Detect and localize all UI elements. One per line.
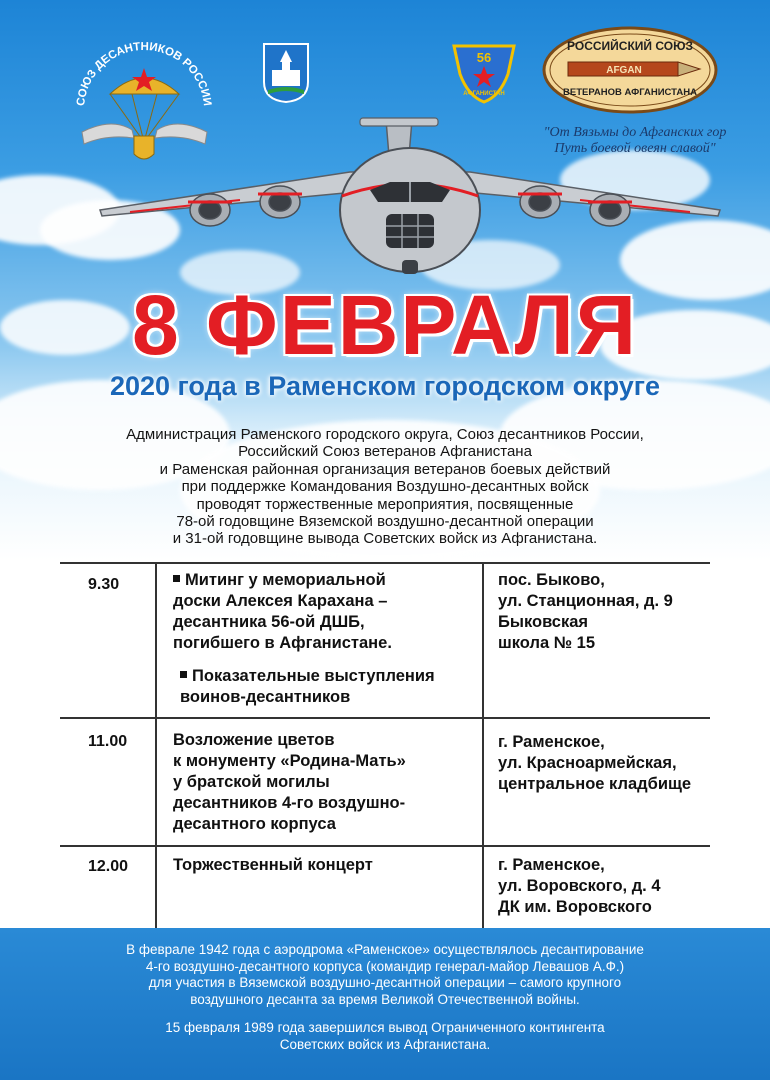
bullet-icon bbox=[180, 671, 187, 678]
afgan-top-text: РОССИЙСКИЙ СОЮЗ bbox=[567, 39, 693, 53]
airplane-illustration bbox=[90, 110, 730, 280]
schedule-event: Возложение цветов к монументу «Родина-Мать» у братской могилы десантников 4-го воздушно- десантного корпуса bbox=[173, 731, 406, 833]
schedule-event: Торжественный концерт bbox=[173, 856, 373, 874]
intro-line: при поддержке Командования Воздушно-десантных войск bbox=[181, 478, 589, 496]
dshb-bottom-text: АФГАНИСТАН bbox=[463, 91, 505, 97]
schedule-time: 12.00 bbox=[88, 858, 129, 875]
dshb-number: 56 bbox=[476, 50, 492, 65]
footer-history-note bbox=[0, 928, 770, 1080]
footer-paragraph: 15 февраля 1989 года завершился вывод Ограниченного контингента Советских войск из Афганистана. bbox=[165, 1020, 605, 1052]
vdv-union-text: СОЮЗ ДЕСАНТНИКОВ РОССИИ bbox=[75, 40, 213, 107]
dshb-56-badge bbox=[450, 40, 518, 104]
schedule-event bbox=[173, 570, 473, 708]
schedule-column-separator bbox=[482, 562, 484, 928]
schedule-event-item: Митинг у мемориальной доски Алексея Карахана – десантника 56-ой ДШБ, погибшего в Афганистане. bbox=[173, 571, 392, 652]
afgan-bottom-text: ВЕТЕРАНОВ АФГАНИСТАНА bbox=[563, 87, 697, 98]
motto-line-1: "От Вязьмы до Афганских гор bbox=[543, 125, 727, 140]
intro-text bbox=[60, 426, 710, 548]
schedule-time: 9.30 bbox=[88, 576, 120, 593]
intro-line: Администрация Раменского городского округа, Союз десантников России, bbox=[126, 426, 644, 443]
schedule-row-separator bbox=[60, 717, 710, 719]
schedule-place: г. Раменское, ул. Красноармейская, центральное кладбище bbox=[498, 733, 692, 793]
event-date-title: 8 ФЕВРАЛЯ bbox=[131, 278, 639, 372]
intro-line: 78-ой годовщине Вяземской воздушно-десантной операции bbox=[176, 513, 594, 531]
event-subtitle: 2020 года в Раменском городском округе bbox=[109, 371, 661, 401]
intro-line: Российский Союз ветеранов Афганистана bbox=[238, 443, 532, 461]
intro-line: и Раменская районная организация ветеранов боевых действий bbox=[159, 460, 611, 478]
schedule-column-separator bbox=[155, 562, 157, 928]
motto-line-2: Путь боевой овеян славой" bbox=[554, 141, 716, 156]
intro-line: проводят торжественные мероприятия, посвященные bbox=[196, 495, 574, 513]
schedule-time: 11.00 bbox=[88, 733, 128, 750]
afgan-veterans-union-logo bbox=[540, 24, 720, 116]
bullet-icon bbox=[173, 575, 180, 582]
schedule-top-border bbox=[60, 562, 710, 564]
schedule-row-separator bbox=[60, 845, 710, 847]
ramenskoe-coat-of-arms bbox=[262, 42, 310, 104]
afgan-middle-text: AFGAN bbox=[606, 65, 642, 76]
footer-paragraph: В феврале 1942 года с аэродрома «Раменское» осуществлялось десантирование 4-го воздушно-десантного корпуса (командир генерал-майор Левашов А.Ф.) для участия в Вяземской воздушно-десантной операции – самого крупного воздушного десанта за время Великой Отечественной войны. bbox=[126, 942, 644, 1007]
schedule-event-item: Показательные выступления воинов-десантников bbox=[180, 667, 435, 706]
schedule-place: г. Раменское, ул. Воровского, д. 4 ДК им. Воровского bbox=[498, 856, 661, 916]
schedule-place: пос. Быково, ул. Станционная, д. 9 Быковская школа № 15 bbox=[498, 571, 673, 652]
intro-line: и 31-ой годовщине вывода Советских войск из Афганистана. bbox=[172, 530, 598, 548]
